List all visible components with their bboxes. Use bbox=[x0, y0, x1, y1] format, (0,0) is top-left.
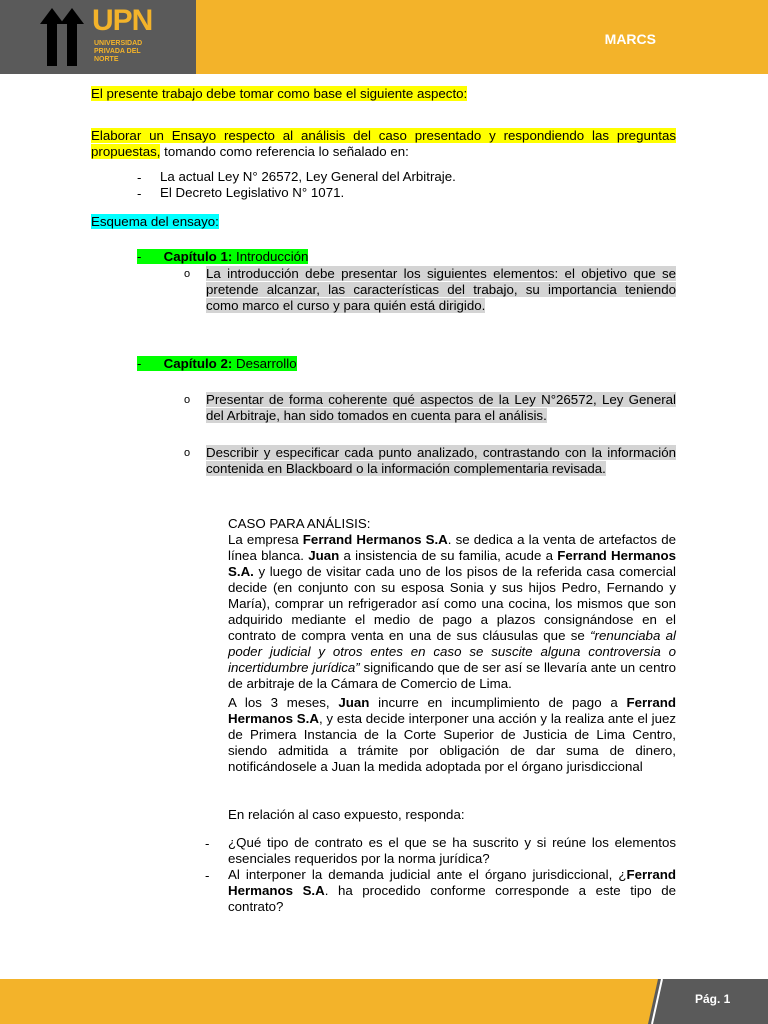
chapter-2-heading: - Capítulo 2: Desarrollo bbox=[137, 356, 297, 371]
logo bbox=[0, 0, 196, 74]
question-2: Al interponer la demanda judicial ante el órgano jurisdiccional, ¿Ferrand Hermanos S.A. ha procedido conforme corresponde a este tipo de contrato? bbox=[228, 867, 676, 914]
question-1: ¿Qué tipo de contrato es el que se ha suscrito y si reúne los elementos esenciales requeridos por la norma jurídica? bbox=[228, 835, 676, 866]
bullet-icon: o bbox=[184, 394, 191, 406]
case-paragraph-1: La empresa Ferrand Hermanos S.A. se dedica a la venta de artefactos de línea blanca. Juan a insistencia de su familia, acude a Ferrand Hermanos S.A. y luego de visitar cada uno de los pisos de la referida casa comercial decide (en conjunto con su esposa Sonia y sus hijos Pedro, Fernando y María), comprar un refrigerador así como una cocina, los mismos que son adquirido mediante el medio de pago a plazos consignándose en el contrato de compra venta en una de sus cláusulas que se “renunciaba al poder judicial y otros entes en caso se suscite alguna controversia o incertidumbre jurídica” significando que de ser así se llevaría ante un centro de arbitraje de la Cámara de Comercio de Lima. bbox=[228, 532, 677, 691]
page-header bbox=[0, 0, 768, 74]
chapter-2-bullet: Presentar de forma coherente qué aspectos de la Ley N°26572, Ley General del Arbitraje, han sido tomados en cuenta para el análisis. bbox=[206, 392, 676, 423]
chapter-1-heading: - Capítulo 1: Introducción bbox=[137, 249, 309, 264]
chapter-1-bullet: La introducción debe presentar los siguientes elementos: el objetivo que se pretende alcanzar, las características del trabajo, su importancia teniendo como marco el curso y para quién está dirigido. bbox=[206, 266, 676, 313]
bullet-icon: o bbox=[184, 447, 191, 459]
esquema-heading: Esquema del ensayo: bbox=[91, 214, 219, 229]
bullet-icon: o bbox=[184, 268, 191, 280]
logo-text: UPN bbox=[92, 4, 153, 37]
intro-text: El presente trabajo debe tomar como base el siguiente aspecto: bbox=[91, 86, 468, 101]
header-title: MARCS bbox=[604, 31, 656, 47]
reference-item: El Decreto Legislativo N° 1071. bbox=[160, 185, 345, 200]
chapter-2-bullet: Describir y especificar cada punto analizado, contrastando con la información contenida en Blackboard o la información complementaria revisada. bbox=[206, 445, 676, 476]
footer-divider-icon bbox=[648, 979, 672, 1024]
case-paragraph-2: A los 3 meses, Juan incurre en incumplimiento de pago a Ferrand Hermanos S.A, y esta decide interponer una acción y la realiza ante el juez de Primera Instancia de la Corte Superior de Justicia de Lima Centro, siendo admitida a trámite por obligación de dar suma de dinero, notificándosele a Juan la medida adoptada por el órgano jurisdiccional bbox=[228, 695, 677, 774]
elaborar-paragraph: Elaborar un Ensayo respecto al análisis del caso presentado y respondiendo las preguntas propuestas, tomando como referencia lo señalado en: bbox=[91, 128, 676, 159]
relacion-text: En relación al caso expuesto, responda: bbox=[228, 807, 465, 822]
logo-subtitle: UNIVERSIDAD PRIVADA DEL NORTE bbox=[94, 40, 143, 63]
case-heading: CASO PARA ANÁLISIS: bbox=[228, 516, 371, 531]
reference-item: La actual Ley N° 26572, Ley General del Arbitraje. bbox=[160, 169, 456, 184]
upn-arrow-logo-icon bbox=[34, 6, 90, 68]
page-number: Pág. 1 bbox=[695, 992, 731, 1006]
